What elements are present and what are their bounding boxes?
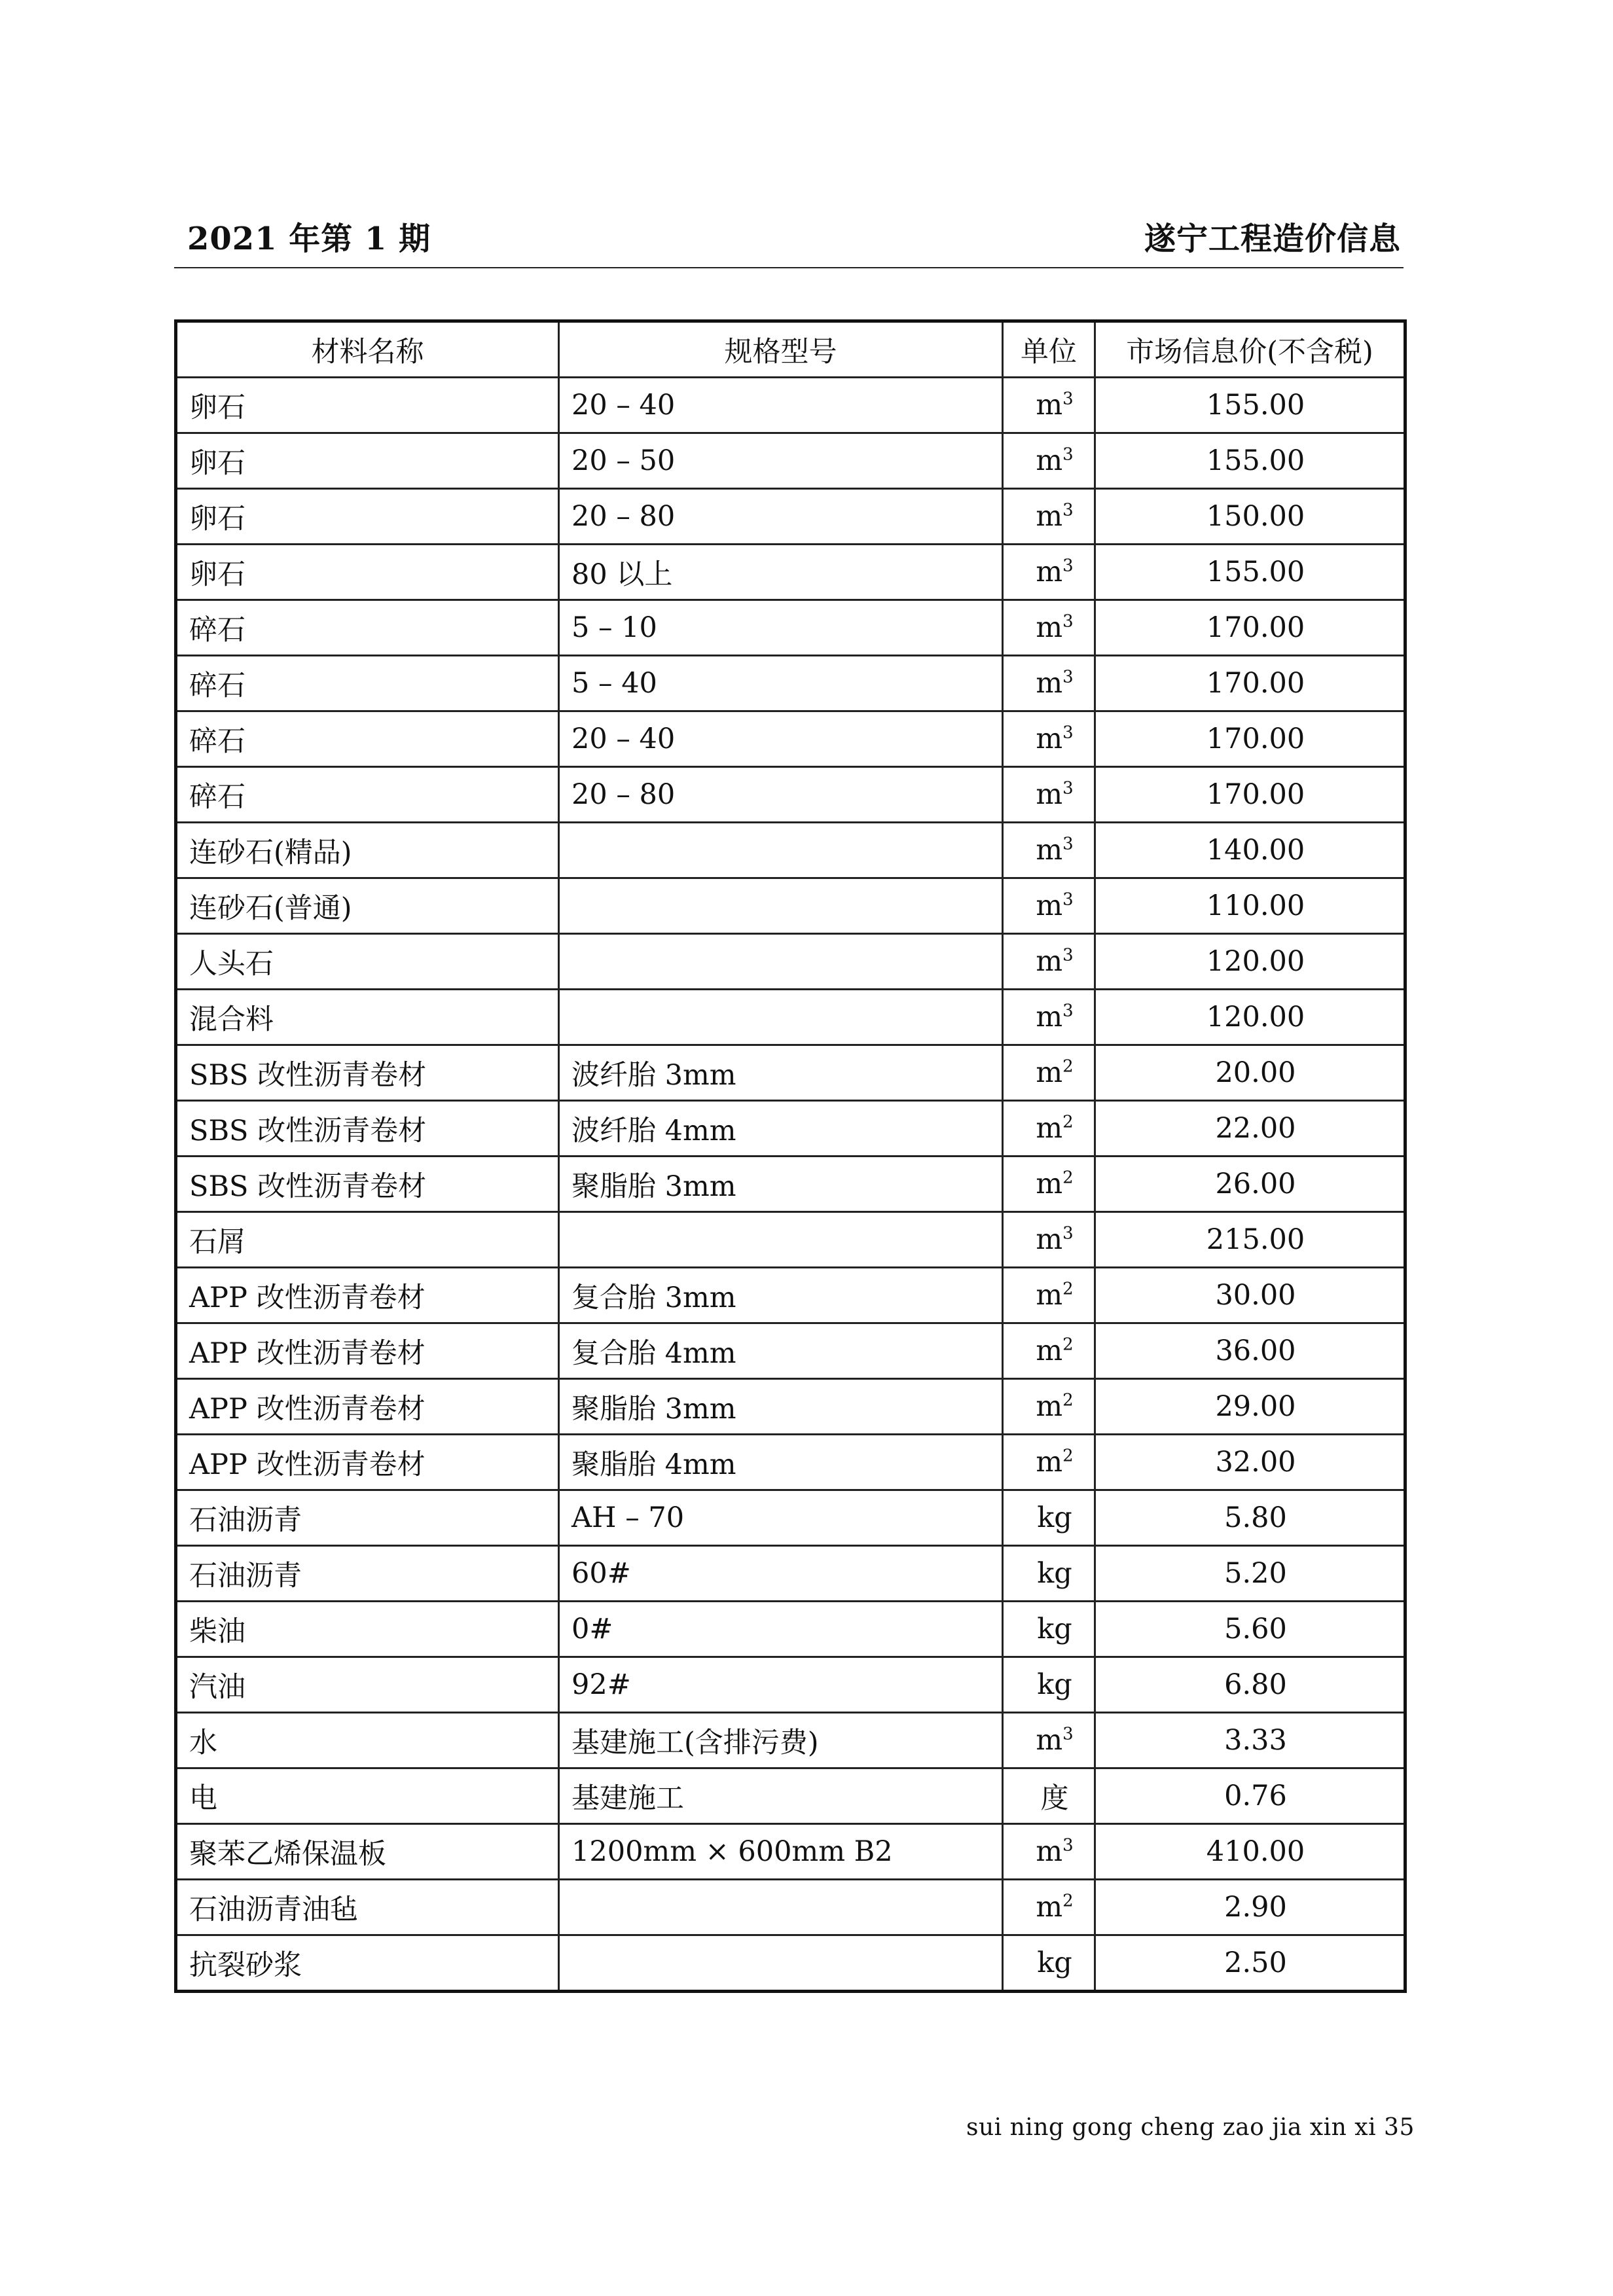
table-row: [176, 1657, 1405, 1713]
unit-base: m: [1036, 667, 1063, 700]
market-price: 5.80: [1095, 1490, 1405, 1546]
material-name: 石屑: [176, 1212, 559, 1268]
unit-base: m: [1036, 1056, 1063, 1089]
unit-base: kg: [1037, 1557, 1072, 1590]
material-spec: 波纤胎 3mm: [559, 1045, 1003, 1101]
market-price: 26.00: [1095, 1157, 1405, 1212]
material-unit: [1003, 1268, 1095, 1323]
material-name: 碎石: [176, 600, 559, 656]
material-name: 人头石: [176, 934, 559, 990]
material-unit: [1003, 1768, 1095, 1824]
material-name: 卵石: [176, 378, 559, 433]
material-name: 卵石: [176, 545, 559, 600]
unit-exponent: 2: [1062, 1335, 1074, 1355]
market-price: 5.60: [1095, 1602, 1405, 1657]
unit-base: m: [1036, 1001, 1063, 1033]
material-name: 石油沥青油毡: [176, 1880, 559, 1935]
table-row: [176, 1379, 1405, 1435]
unit-base: m: [1036, 1835, 1063, 1868]
unit-exponent: 3: [1062, 500, 1074, 520]
unit-base: m: [1036, 945, 1063, 978]
material-name: APP 改性沥青卷材: [176, 1435, 559, 1490]
market-price: 215.00: [1095, 1212, 1405, 1268]
price-table: [174, 319, 1407, 1993]
material-spec: 复合胎 3mm: [559, 1268, 1003, 1323]
material-spec: AH – 70: [559, 1490, 1003, 1546]
material-unit: [1003, 711, 1095, 767]
table-row: [176, 711, 1405, 767]
material-spec: 92#: [559, 1657, 1003, 1713]
market-price: 2.90: [1095, 1880, 1405, 1935]
table-row: [176, 1101, 1405, 1157]
material-unit: [1003, 1546, 1095, 1602]
table-row: [176, 1212, 1405, 1268]
material-name: 卵石: [176, 489, 559, 545]
price-table-body: [176, 378, 1405, 1992]
material-spec: 5 – 40: [559, 656, 1003, 711]
unit-base: kg: [1037, 1946, 1072, 1979]
unit-base: m: [1036, 889, 1063, 922]
material-spec: 复合胎 4mm: [559, 1323, 1003, 1379]
table-row: [176, 1490, 1405, 1546]
header-rule: [174, 267, 1404, 268]
material-spec: 基建施工(含排污费): [559, 1713, 1003, 1768]
unit-exponent: 2: [1062, 1390, 1074, 1410]
market-price: 3.33: [1095, 1713, 1405, 1768]
material-name: 碎石: [176, 711, 559, 767]
material-unit: [1003, 656, 1095, 711]
unit-exponent: 3: [1062, 389, 1074, 409]
material-name: 混合料: [176, 990, 559, 1045]
market-price: 20.00: [1095, 1045, 1405, 1101]
material-name: 碎石: [176, 656, 559, 711]
table-row: [176, 489, 1405, 545]
market-price: 6.80: [1095, 1657, 1405, 1713]
material-unit: [1003, 1824, 1095, 1880]
material-spec: [559, 1212, 1003, 1268]
unit-exponent: 2: [1062, 1112, 1074, 1132]
market-price: 150.00: [1095, 489, 1405, 545]
material-name: 碎石: [176, 767, 559, 823]
publication-title: 遂宁工程造价信息: [1144, 221, 1401, 257]
table-row: [176, 767, 1405, 823]
material-name: 水: [176, 1713, 559, 1768]
unit-exponent: 3: [1062, 1223, 1074, 1244]
table-row: [176, 433, 1405, 489]
material-spec: [559, 1935, 1003, 1992]
material-name: 柴油: [176, 1602, 559, 1657]
material-unit: [1003, 1880, 1095, 1935]
material-unit: [1003, 1490, 1095, 1546]
material-spec: 聚脂胎 3mm: [559, 1157, 1003, 1212]
market-price: 170.00: [1095, 767, 1405, 823]
unit-base: m: [1036, 723, 1063, 755]
market-price: 155.00: [1095, 433, 1405, 489]
unit-exponent: 3: [1062, 556, 1074, 576]
market-price: 29.00: [1095, 1379, 1405, 1435]
material-name: SBS 改性沥青卷材: [176, 1157, 559, 1212]
market-price: 170.00: [1095, 711, 1405, 767]
material-unit: [1003, 600, 1095, 656]
unit-base: m: [1036, 834, 1063, 867]
material-name: 石油沥青: [176, 1546, 559, 1602]
unit-exponent: 3: [1062, 889, 1074, 910]
material-unit: [1003, 1602, 1095, 1657]
unit-base: m: [1036, 444, 1063, 477]
unit-base: m: [1036, 1223, 1063, 1256]
unit-exponent: 3: [1062, 611, 1074, 632]
unit-base: 度: [1040, 1782, 1069, 1815]
table-row: [176, 878, 1405, 934]
unit-base: m: [1036, 1891, 1063, 1924]
table-row: [176, 1935, 1405, 1992]
material-name: 连砂石(普通): [176, 878, 559, 934]
material-unit: [1003, 934, 1095, 990]
table-row: [176, 1768, 1405, 1824]
material-spec: 80 以上: [559, 545, 1003, 600]
material-spec: 20 – 40: [559, 711, 1003, 767]
material-name: 汽油: [176, 1657, 559, 1713]
material-spec: 20 – 40: [559, 378, 1003, 433]
material-name: 聚苯乙烯保温板: [176, 1824, 559, 1880]
unit-exponent: 2: [1062, 1279, 1074, 1299]
unit-base: m: [1036, 1168, 1063, 1200]
material-spec: 基建施工: [559, 1768, 1003, 1824]
unit-base: m: [1036, 778, 1063, 811]
material-unit: [1003, 1935, 1095, 1992]
unit-base: m: [1036, 1335, 1063, 1367]
material-unit: [1003, 1379, 1095, 1435]
table-row: [176, 1602, 1405, 1657]
table-row: [176, 545, 1405, 600]
unit-exponent: 3: [1062, 945, 1074, 965]
material-name: APP 改性沥青卷材: [176, 1323, 559, 1379]
market-price: 155.00: [1095, 378, 1405, 433]
table-header-row: [176, 321, 1405, 378]
page-footer: sui ning gong cheng zao jia xin xi 35: [966, 2114, 1415, 2141]
market-price: 22.00: [1095, 1101, 1405, 1157]
unit-base: m: [1036, 1724, 1063, 1757]
material-unit: [1003, 1212, 1095, 1268]
material-unit: [1003, 433, 1095, 489]
market-price: 120.00: [1095, 990, 1405, 1045]
material-unit: [1003, 823, 1095, 878]
material-unit: [1003, 990, 1095, 1045]
column-header-spec: 规格型号: [559, 321, 1003, 378]
market-price: 0.76: [1095, 1768, 1405, 1824]
material-name: 电: [176, 1768, 559, 1824]
material-unit: [1003, 1713, 1095, 1768]
material-spec: [559, 823, 1003, 878]
material-spec: [559, 934, 1003, 990]
unit-base: m: [1036, 1279, 1063, 1312]
material-unit: [1003, 1157, 1095, 1212]
unit-exponent: 2: [1062, 1168, 1074, 1188]
unit-exponent: 3: [1062, 778, 1074, 798]
market-price: 155.00: [1095, 545, 1405, 600]
material-spec: 20 – 80: [559, 767, 1003, 823]
material-spec: 聚脂胎 3mm: [559, 1379, 1003, 1435]
material-spec: 60#: [559, 1546, 1003, 1602]
material-unit: [1003, 1101, 1095, 1157]
material-spec: 20 – 80: [559, 489, 1003, 545]
material-unit: [1003, 489, 1095, 545]
material-spec: [559, 990, 1003, 1045]
unit-base: m: [1036, 611, 1063, 644]
material-name: APP 改性沥青卷材: [176, 1379, 559, 1435]
material-unit: [1003, 767, 1095, 823]
table-row: [176, 823, 1405, 878]
column-header-price: 市场信息价(不含税): [1095, 321, 1405, 378]
unit-exponent: 3: [1062, 723, 1074, 743]
unit-exponent: 2: [1062, 1056, 1074, 1077]
table-row: [176, 1268, 1405, 1323]
material-name: 石油沥青: [176, 1490, 559, 1546]
material-name: 抗裂砂浆: [176, 1935, 559, 1992]
market-price: 32.00: [1095, 1435, 1405, 1490]
unit-exponent: 3: [1062, 834, 1074, 854]
market-price: 5.20: [1095, 1546, 1405, 1602]
market-price: 36.00: [1095, 1323, 1405, 1379]
unit-base: kg: [1037, 1501, 1072, 1534]
unit-base: m: [1036, 500, 1063, 533]
market-price: 110.00: [1095, 878, 1405, 934]
issue-label: 2021 年第 1 期: [187, 221, 431, 257]
unit-exponent: 3: [1062, 1724, 1074, 1744]
market-price: 120.00: [1095, 934, 1405, 990]
unit-base: m: [1036, 1446, 1063, 1479]
unit-exponent: 3: [1062, 667, 1074, 687]
unit-exponent: 3: [1062, 1001, 1074, 1021]
table-row: [176, 378, 1405, 433]
table-row: [176, 1546, 1405, 1602]
table-row: [176, 1435, 1405, 1490]
column-header-unit: 单位: [1003, 321, 1095, 378]
unit-base: kg: [1037, 1613, 1072, 1645]
market-price: 170.00: [1095, 600, 1405, 656]
column-header-material: 材料名称: [176, 321, 559, 378]
material-unit: [1003, 378, 1095, 433]
material-unit: [1003, 1045, 1095, 1101]
unit-base: m: [1036, 389, 1063, 422]
market-price: 170.00: [1095, 656, 1405, 711]
table-row: [176, 656, 1405, 711]
material-spec: 20 – 50: [559, 433, 1003, 489]
material-name: 连砂石(精品): [176, 823, 559, 878]
market-price: 30.00: [1095, 1268, 1405, 1323]
material-name: SBS 改性沥青卷材: [176, 1101, 559, 1157]
table-row: [176, 1713, 1405, 1768]
unit-exponent: 3: [1062, 444, 1074, 465]
material-unit: [1003, 1657, 1095, 1713]
unit-base: m: [1036, 1390, 1063, 1423]
market-price: 140.00: [1095, 823, 1405, 878]
material-unit: [1003, 545, 1095, 600]
material-name: SBS 改性沥青卷材: [176, 1045, 559, 1101]
material-spec: 5 – 10: [559, 600, 1003, 656]
market-price: 2.50: [1095, 1935, 1405, 1992]
table-row: [176, 1045, 1405, 1101]
unit-exponent: 2: [1062, 1446, 1074, 1466]
material-spec: 波纤胎 4mm: [559, 1101, 1003, 1157]
material-unit: [1003, 1323, 1095, 1379]
unit-base: kg: [1037, 1668, 1072, 1701]
table-row: [176, 1323, 1405, 1379]
table-row: [176, 934, 1405, 990]
material-unit: [1003, 878, 1095, 934]
unit-exponent: 2: [1062, 1891, 1074, 1911]
table-row: [176, 1157, 1405, 1212]
material-name: 卵石: [176, 433, 559, 489]
material-spec: 1200mm × 600mm B2: [559, 1824, 1003, 1880]
table-row: [176, 1824, 1405, 1880]
table-row: [176, 1880, 1405, 1935]
material-spec: 0#: [559, 1602, 1003, 1657]
table-row: [176, 990, 1405, 1045]
material-spec: [559, 1880, 1003, 1935]
unit-base: m: [1036, 1112, 1063, 1145]
material-spec: 聚脂胎 4mm: [559, 1435, 1003, 1490]
unit-base: m: [1036, 556, 1063, 588]
material-unit: [1003, 1435, 1095, 1490]
market-price: 410.00: [1095, 1824, 1405, 1880]
table-row: [176, 600, 1405, 656]
material-spec: [559, 878, 1003, 934]
unit-exponent: 3: [1062, 1835, 1074, 1856]
material-name: APP 改性沥青卷材: [176, 1268, 559, 1323]
